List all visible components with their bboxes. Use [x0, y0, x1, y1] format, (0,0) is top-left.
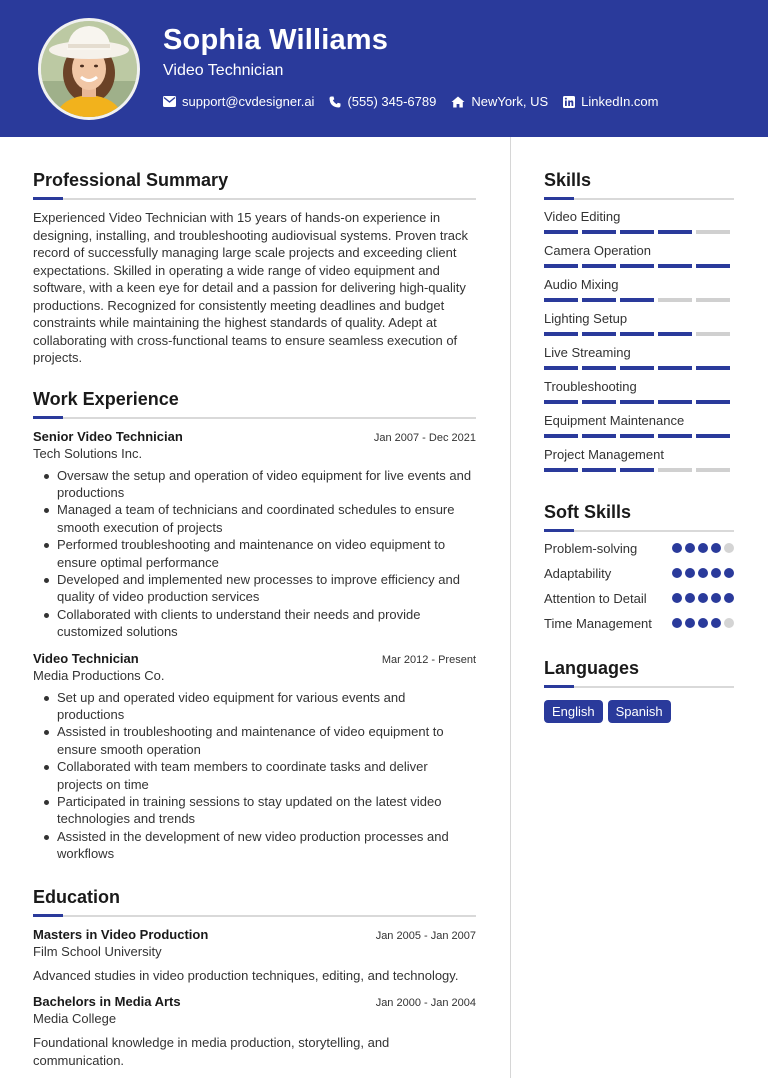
section-rule	[544, 198, 734, 200]
rating-dot	[672, 593, 682, 603]
bullet-item: Oversaw the setup and operation of video equipment for live events and productions	[33, 467, 476, 502]
skill-level-segment	[582, 264, 616, 268]
soft-skill-name: Problem-solving	[544, 541, 638, 556]
rating-dot	[685, 593, 695, 603]
soft-skill-item	[544, 565, 734, 582]
rating-dot	[672, 568, 682, 578]
rating-dot	[685, 543, 695, 553]
rating-dot	[724, 543, 734, 553]
skill-name: Video Editing	[544, 209, 621, 224]
skill-level-bar	[544, 366, 734, 370]
email-text: support@cvdesigner.ai	[182, 94, 315, 109]
job-bullets	[33, 689, 476, 863]
skill-level-segment	[620, 264, 654, 268]
skill-level-segment	[696, 298, 730, 302]
bullet-item: Managed a team of technicians and coordinated schedules to ensure smooth execution of projects	[33, 501, 476, 536]
skill-level-segment	[544, 298, 578, 302]
rating-dot	[711, 568, 721, 578]
skill-level-segment	[696, 332, 730, 336]
skill-name: Live Streaming	[544, 345, 631, 360]
rating-dot	[698, 593, 708, 603]
job-bullets	[33, 467, 476, 641]
rating-dot	[672, 543, 682, 553]
bullet-item: Developed and implemented new processes to improve efficiency and quality of video production services	[33, 571, 476, 606]
skill-name: Troubleshooting	[544, 379, 637, 394]
school-name: Film School University	[33, 943, 162, 959]
education-dates: Jan 2005 - Jan 2007	[375, 929, 476, 942]
skill-item	[544, 311, 734, 336]
contact-row	[163, 94, 674, 109]
skill-level-segment	[696, 434, 730, 438]
skill-level-segment	[658, 468, 692, 472]
section-title: Professional Summary	[33, 170, 229, 190]
skill-item	[544, 277, 734, 302]
skill-level-segment	[582, 366, 616, 370]
bullet-item: Collaborated with team members to coordinate tasks and deliver projects on time	[33, 758, 476, 793]
soft-skill-rating	[669, 593, 734, 603]
rating-dot	[711, 618, 721, 628]
skills-section	[544, 170, 734, 472]
education-entry	[33, 994, 476, 1069]
skill-level-segment	[696, 400, 730, 404]
education-entry	[33, 927, 476, 985]
skill-name: Camera Operation	[544, 243, 651, 258]
header-banner	[0, 0, 768, 137]
skill-level-segment	[620, 468, 654, 472]
rating-dot	[698, 618, 708, 628]
skills-list	[544, 209, 734, 472]
skill-level-segment	[582, 468, 616, 472]
soft-skill-item	[544, 540, 734, 557]
skill-level-segment	[582, 230, 616, 234]
skill-level-segment	[620, 434, 654, 438]
language-tags	[544, 700, 734, 723]
skill-level-segment	[582, 434, 616, 438]
skill-level-segment	[658, 434, 692, 438]
skill-level-segment	[696, 230, 730, 234]
section-title: Languages	[544, 658, 640, 678]
soft-skill-rating	[669, 543, 734, 553]
linkedin-text: LinkedIn.com	[581, 94, 659, 109]
languages-section	[544, 658, 734, 723]
skill-level-segment	[544, 434, 578, 438]
soft-skill-rating	[669, 568, 734, 578]
skill-level-segment	[658, 400, 692, 404]
skill-level-segment	[544, 230, 578, 234]
candidate-name: Sophia Williams	[163, 24, 389, 56]
soft-skill-name: Adaptability	[544, 566, 612, 581]
home-icon	[451, 96, 465, 108]
skill-level-segment	[658, 366, 692, 370]
skill-level-segment	[544, 468, 578, 472]
envelope-icon	[163, 96, 176, 107]
skill-level-segment	[582, 298, 616, 302]
job-role: Video Technician	[33, 650, 139, 666]
skill-item	[544, 413, 734, 438]
skill-level-segment	[696, 366, 730, 370]
skill-level-segment	[658, 332, 692, 336]
section-rule	[544, 530, 734, 532]
skill-level-segment	[696, 468, 730, 472]
skill-level-segment	[658, 264, 692, 268]
skill-level-segment	[544, 400, 578, 404]
skill-level-segment	[544, 264, 578, 268]
main-column	[33, 170, 476, 1069]
skill-level-bar	[544, 298, 734, 302]
rating-dot	[698, 568, 708, 578]
skill-level-bar	[544, 468, 734, 472]
job-dates: Jan 2007 - Dec 2021	[373, 431, 476, 444]
skill-level-segment	[582, 332, 616, 336]
skill-level-bar	[544, 400, 734, 404]
job-company: Media Productions Co.	[33, 667, 165, 683]
contact-email[interactable]	[163, 94, 314, 109]
rating-dot	[724, 568, 734, 578]
rating-dot	[724, 593, 734, 603]
school-name: Media College	[33, 1011, 117, 1027]
soft-skill-item	[544, 590, 734, 607]
skill-name: Lighting Setup	[544, 311, 628, 326]
skill-level-bar	[544, 230, 734, 234]
rating-dot	[724, 618, 734, 628]
summary-text: Experienced Video Technician with 15 years of hands-on experience in designing, installing, and troubleshooting audiovisual systems. Proven track record of successfully managing large scale projects and exceeding client expectations. Skilled in operating a wide range of video equipment and software, with a keen eye for detail and a passion for delivering high-quality productions. Recognized for consistently meeting deadlines and budget constraints while maintaining the highest standards of quality. Adept at collaborating with cross-functional teams to ensure seamless execution of projects.	[33, 210, 469, 365]
skill-level-bar	[544, 434, 734, 438]
avatar	[38, 18, 140, 120]
skill-level-segment	[620, 332, 654, 336]
education-section	[33, 887, 476, 1070]
skill-item	[544, 447, 734, 472]
job-company: Tech Solutions Inc.	[33, 445, 143, 461]
contact-phone[interactable]	[329, 94, 436, 109]
profile-photo	[41, 21, 137, 117]
skill-level-segment	[620, 230, 654, 234]
skill-level-bar	[544, 332, 734, 336]
column-divider	[510, 137, 511, 1078]
bullet-item: Collaborated with clients to understand their needs and provide customized solutions	[33, 606, 476, 641]
education-description: Foundational knowledge in media production, storytelling, and communication.	[33, 1035, 390, 1068]
skill-level-segment	[544, 332, 578, 336]
skill-item	[544, 345, 734, 370]
soft-skill-name: Attention to Detail	[544, 591, 647, 606]
rating-dot	[685, 618, 695, 628]
job-entry	[33, 429, 476, 641]
skill-name: Equipment Maintenance	[544, 413, 685, 428]
location-text: NewYork, US	[471, 94, 549, 109]
skill-level-segment	[582, 400, 616, 404]
skill-item	[544, 379, 734, 404]
skill-item	[544, 209, 734, 234]
candidate-title: Video Technician	[163, 62, 284, 79]
rating-dot	[698, 543, 708, 553]
skill-name: Audio Mixing	[544, 277, 619, 292]
skill-level-segment	[658, 230, 692, 234]
skill-level-segment	[620, 298, 654, 302]
rating-dot	[685, 568, 695, 578]
skill-level-segment	[544, 366, 578, 370]
phone-text: (555) 345-6789	[347, 94, 437, 109]
skill-level-segment	[620, 366, 654, 370]
linkedin-icon	[563, 96, 575, 108]
contact-linkedin[interactable]	[563, 94, 658, 109]
language-tag: English	[544, 700, 603, 723]
skill-level-segment	[658, 298, 692, 302]
contact-location	[451, 94, 548, 109]
job-dates: Mar 2012 - Present	[381, 653, 476, 666]
soft-skills-list	[544, 540, 734, 632]
section-title: Work Experience	[33, 388, 179, 409]
skill-item	[544, 243, 734, 268]
section-rule	[544, 686, 734, 688]
soft-skill-name: Time Management	[544, 616, 652, 631]
bullet-item: Participated in training sessions to stay updated on the latest video technologies and trends	[33, 793, 476, 828]
phone-icon	[329, 96, 341, 108]
degree-name: Bachelors in Media Arts	[33, 994, 181, 1010]
section-title: Soft Skills	[544, 502, 632, 522]
bullet-item: Assisted in the development of new video production processes and workflows	[33, 828, 476, 863]
section-rule	[33, 915, 476, 917]
rating-dot	[672, 618, 682, 628]
education-description: Advanced studies in video production techniques, editing, and technology.	[33, 967, 459, 983]
skill-level-bar	[544, 264, 734, 268]
sidebar-column	[544, 170, 734, 723]
section-title: Skills	[544, 170, 592, 190]
job-entry	[33, 651, 476, 863]
section-rule	[33, 198, 476, 200]
soft-skills-section	[544, 502, 734, 632]
section-title: Education	[33, 886, 121, 907]
experience-section	[33, 389, 476, 863]
rating-dot	[711, 593, 721, 603]
skill-level-segment	[620, 400, 654, 404]
section-rule	[33, 417, 476, 419]
summary-section	[33, 170, 476, 367]
job-role: Senior Video Technician	[33, 428, 183, 444]
education-dates: Jan 2000 - Jan 2004	[375, 997, 476, 1010]
skill-level-segment	[696, 264, 730, 268]
rating-dot	[711, 543, 721, 553]
bullet-item: Set up and operated video equipment for various events and productions	[33, 689, 476, 724]
bullet-item: Assisted in troubleshooting and maintenance of video equipment to ensure smooth operation	[33, 723, 476, 758]
soft-skill-item	[544, 615, 734, 632]
degree-name: Masters in Video Production	[33, 926, 209, 942]
bullet-item: Performed troubleshooting and maintenance on video equipment to ensure optimal performance	[33, 536, 476, 571]
language-tag: Spanish	[608, 700, 671, 723]
soft-skill-rating	[669, 618, 734, 628]
skill-name: Project Management	[544, 447, 664, 462]
